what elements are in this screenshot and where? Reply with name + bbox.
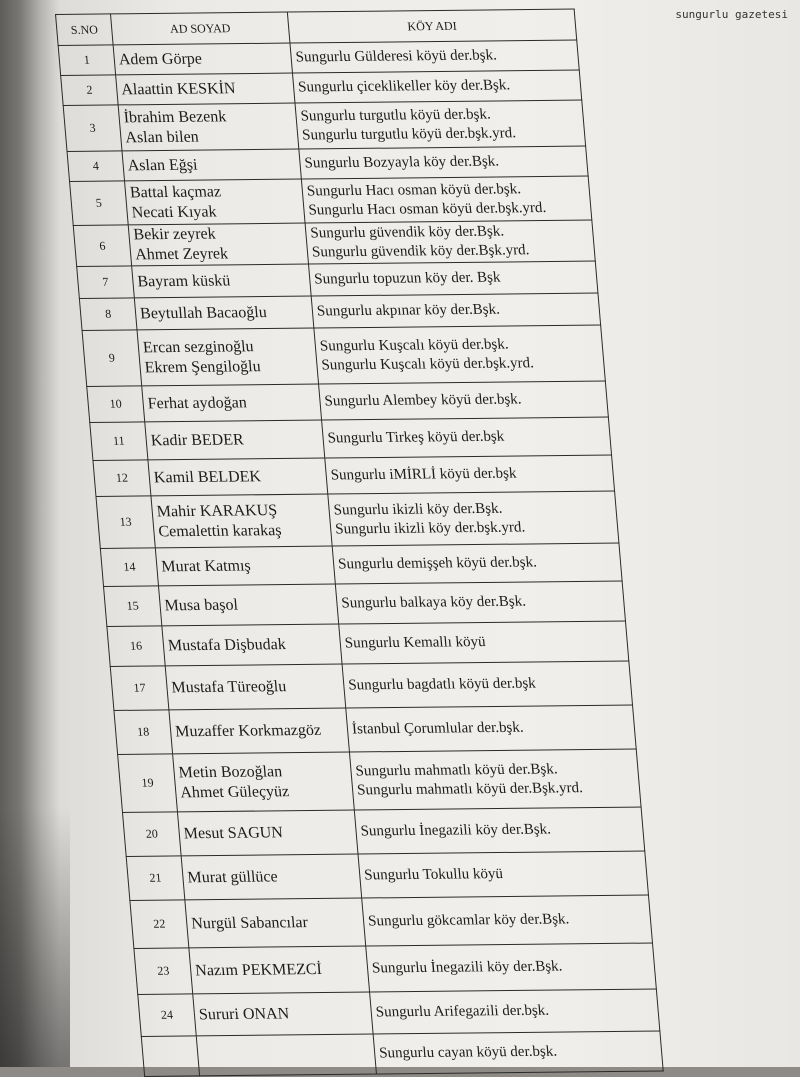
full-name-cell [137, 328, 319, 386]
full-name-cell [169, 708, 350, 754]
village-title: İstanbul Çorumlular der.bşk. [351, 719, 525, 738]
full-name-cell [118, 103, 299, 151]
full-name-cell [158, 584, 338, 626]
village-title-cell [332, 543, 622, 584]
table-row [107, 621, 629, 666]
village-title-cell [362, 895, 653, 946]
serial-number-cell: 21 [126, 856, 185, 901]
full-name-cell [155, 546, 335, 586]
village-title: Sungurlu bagdatlı köyü der.bşk [347, 675, 537, 694]
village-title-cell [346, 705, 636, 752]
person-name: Murat güllüce [186, 867, 279, 886]
serial-number-cell: 9 [82, 330, 142, 387]
person-name: Metin Bozoğlan [177, 762, 283, 781]
table-row [138, 989, 660, 1036]
person-name: Bekir zeyrek [132, 225, 217, 244]
serial-number-cell: 11 [90, 422, 148, 461]
person-name: Mahir KARAKUŞ [156, 501, 278, 520]
village-title-cell [342, 661, 632, 708]
header-village-name: KÖY ADI [287, 9, 576, 43]
person-name: Nazım PEKMEZCİ [194, 960, 323, 979]
person-name: Mustafa Türeoğlu [170, 677, 287, 696]
village-title-cell [349, 749, 641, 810]
full-name-cell [165, 664, 346, 710]
table-row [96, 491, 619, 548]
village-title: Sungurlu turgutlu köyü der.bşk. [299, 106, 492, 125]
village-title: Sungurlu güvendik köy der.Bşk.yrd. [311, 242, 531, 261]
village-title-cell [290, 40, 579, 73]
table-row [114, 705, 636, 754]
village-title: Sungurlu gökcamlar köy der.Bşk. [367, 911, 570, 930]
person-name: Muzaffer Korkmazgöz [174, 721, 322, 740]
village-title: Sungurlu mahmatlı köyü der.Bşk.yrd. [356, 779, 584, 798]
serial-number-cell: 24 [138, 994, 196, 1037]
header-serial-no: S.NO [56, 14, 114, 46]
village-title: Sungurlu Tirkeş köyü der.bşk [326, 428, 505, 447]
header-full-name: AD SOYAD [110, 12, 289, 45]
serial-number-cell: 14 [100, 548, 158, 587]
table-row [100, 543, 622, 586]
village-title: Sungurlu Kuşcalı köyü der.bşk.yrd. [320, 354, 535, 373]
full-name-cell [113, 43, 292, 75]
full-name-cell [132, 264, 312, 298]
village-title-cell [314, 325, 605, 384]
full-name-cell [162, 624, 342, 666]
person-name: Kamil BELDEK [153, 467, 262, 486]
full-name-cell [122, 149, 301, 181]
person-name: Musa başol [163, 596, 239, 614]
table-row [70, 176, 592, 225]
table-row [93, 455, 615, 496]
table-row [87, 381, 609, 422]
full-name-cell [142, 384, 322, 422]
village-title: Sungurlu Arifegazili der.bşk. [375, 1002, 550, 1021]
village-title-cell [370, 989, 660, 1034]
person-name: Adem Görpe [118, 49, 203, 68]
village-title: Sungurlu Bozyayla köy der.Bşk. [303, 153, 500, 172]
village-title: Sungurlu topuzun köy der. Bşk [313, 269, 502, 288]
full-name-cell [148, 458, 328, 496]
full-name-cell [196, 1034, 376, 1076]
village-title-cell [305, 220, 595, 264]
serial-number-cell: 23 [134, 948, 193, 995]
serial-number-cell: 19 [118, 754, 178, 813]
village-title: Sungurlu akpınar köy der.Bşk. [316, 301, 501, 320]
village-title: Sungurlu demişşeh köyü der.bşk. [337, 554, 538, 573]
person-name: Bayram küskü [136, 271, 231, 290]
person-name: Sururi ONAN [198, 1004, 290, 1023]
serial-number-cell: 8 [79, 298, 137, 331]
village-title-cell [328, 491, 619, 546]
table-row [118, 749, 641, 812]
person-name: Cemalettin karakaş [157, 521, 283, 540]
full-name-cell [185, 898, 366, 948]
table-row [63, 100, 585, 151]
serial-number-cell [141, 1036, 199, 1077]
village-title-cell [354, 807, 644, 854]
village-title: Sungurlu Tokullu köyü [363, 866, 504, 884]
table-row [110, 661, 632, 710]
person-name: Kadir BEDER [150, 430, 245, 449]
village-title-cell [301, 176, 591, 223]
table-row [126, 851, 648, 900]
village-title-cell [373, 1031, 663, 1074]
village-title: Sungurlu Alembey köyü der.bşk. [323, 391, 523, 410]
village-title: Sungurlu cayan köyü der.bşk. [378, 1043, 558, 1062]
serial-number-cell: 13 [96, 496, 155, 549]
full-name-cell [116, 73, 295, 105]
village-title-cell [325, 455, 615, 494]
village-title: Sungurlu iMİRLİ köyü der.bşk [330, 465, 518, 484]
serial-number-cell: 5 [70, 181, 129, 226]
person-name: Ahmet Güleçyüz [179, 782, 290, 801]
serial-number-cell: 22 [130, 900, 189, 949]
serial-number-cell: 3 [63, 105, 122, 152]
village-title: Sungurlu Hacı osman köyü der.bşk.yrd. [307, 199, 547, 219]
full-name-cell [177, 810, 358, 856]
full-name-cell [181, 854, 362, 900]
table-row [90, 417, 612, 460]
person-name: Ercan sezginoğlu [142, 337, 255, 356]
serial-number-cell: 6 [73, 225, 131, 267]
village-title-cell [311, 293, 600, 328]
full-name-cell [151, 494, 332, 548]
person-name: Battal kaçmaz [129, 182, 222, 201]
person-name: Beytullah Bacaoğlu [139, 303, 268, 322]
full-name-cell [193, 992, 373, 1036]
village-title-cell [292, 70, 581, 103]
village-title: Sungurlu turgutlu köyü der.bşk.yrd. [301, 124, 517, 144]
village-title: Sungurlu güvendik köy der.Bşk. [309, 223, 505, 242]
person-name: Mustafa Dişbudak [167, 635, 287, 654]
table-row [73, 220, 595, 266]
serial-number-cell: 10 [87, 386, 145, 423]
village-title: Sungurlu mahmatlı köyü der.Bşk. [354, 760, 559, 779]
table-row [141, 1031, 663, 1076]
table-row [104, 581, 626, 626]
serial-number-cell: 12 [93, 460, 151, 497]
serial-number-cell: 20 [122, 812, 181, 857]
village-title: Sungurlu ikizli köy der.Bşk. [332, 500, 503, 518]
serial-number-cell: 4 [67, 151, 124, 182]
full-name-cell [145, 420, 325, 460]
village-title-cell [319, 381, 609, 420]
village-title: Sungurlu Kemallı köyü [344, 634, 487, 652]
serial-number-cell: 17 [110, 666, 169, 711]
serial-number-cell: 7 [77, 266, 135, 299]
full-name-cell [173, 752, 355, 812]
table-row [130, 895, 653, 948]
person-name: Ahmet Zeyrek [134, 245, 229, 264]
person-name: Aslan bilen [124, 128, 200, 146]
village-title: Sungurlu İnegazili köy der.Bşk. [359, 821, 552, 840]
village-title-cell [299, 146, 588, 179]
person-name: Aslan Eğşi [126, 156, 199, 174]
person-name: Ekrem Şengiloğlu [143, 357, 262, 376]
full-name-cell [134, 296, 314, 330]
full-name-cell [125, 179, 306, 225]
serial-number-cell: 1 [58, 45, 115, 76]
village-heads-table [55, 9, 664, 1077]
person-name: Nurgül Sabancılar [190, 913, 309, 932]
full-name-cell [189, 946, 370, 994]
serial-number-cell: 2 [61, 75, 118, 106]
village-title-cell [358, 851, 648, 898]
village-title: Sungurlu balkaya köy der.Bşk. [340, 593, 527, 612]
person-name: İbrahim Bezenk [122, 107, 227, 126]
person-name: Murat Katmış [160, 556, 252, 575]
village-title: Sungurlu Kuşcalı köyü der.bşk. [319, 336, 510, 354]
serial-number-cell: 16 [107, 626, 165, 667]
watermark-text: sungurlu gazetesi [675, 8, 788, 21]
person-name: Necati Kıyak [130, 202, 218, 221]
table-row [82, 325, 605, 386]
village-title: Sungurlu ikizli köy der.bşk.yrd. [334, 519, 526, 537]
village-title-cell [295, 100, 586, 149]
village-title-cell [322, 417, 612, 458]
village-title: Sungurlu çiceklikeller köy der.Bşk. [297, 77, 511, 96]
person-name: Ferhat aydoğan [146, 393, 248, 412]
person-name: Mesut SAGUN [183, 823, 284, 842]
person-name [202, 1054, 370, 1056]
full-name-cell [128, 223, 308, 266]
person-name: Alaattin KESKİN [120, 79, 237, 98]
village-title-cell [366, 943, 657, 992]
table-row [134, 943, 656, 994]
village-title: Sungurlu Hacı osman köyü der.bşk. [306, 180, 522, 200]
village-title: Sungurlu İnegazili köy der.Bşk. [371, 958, 564, 977]
table-body [58, 40, 663, 1076]
table-row [122, 807, 644, 856]
village-title-cell [335, 581, 625, 624]
village-title-cell [339, 621, 629, 664]
serial-number-cell: 18 [114, 710, 173, 755]
village-title: Sungurlu Gülderesi köyü der.bşk. [294, 47, 498, 66]
serial-number-cell: 15 [104, 586, 162, 627]
village-title-cell [308, 261, 597, 296]
